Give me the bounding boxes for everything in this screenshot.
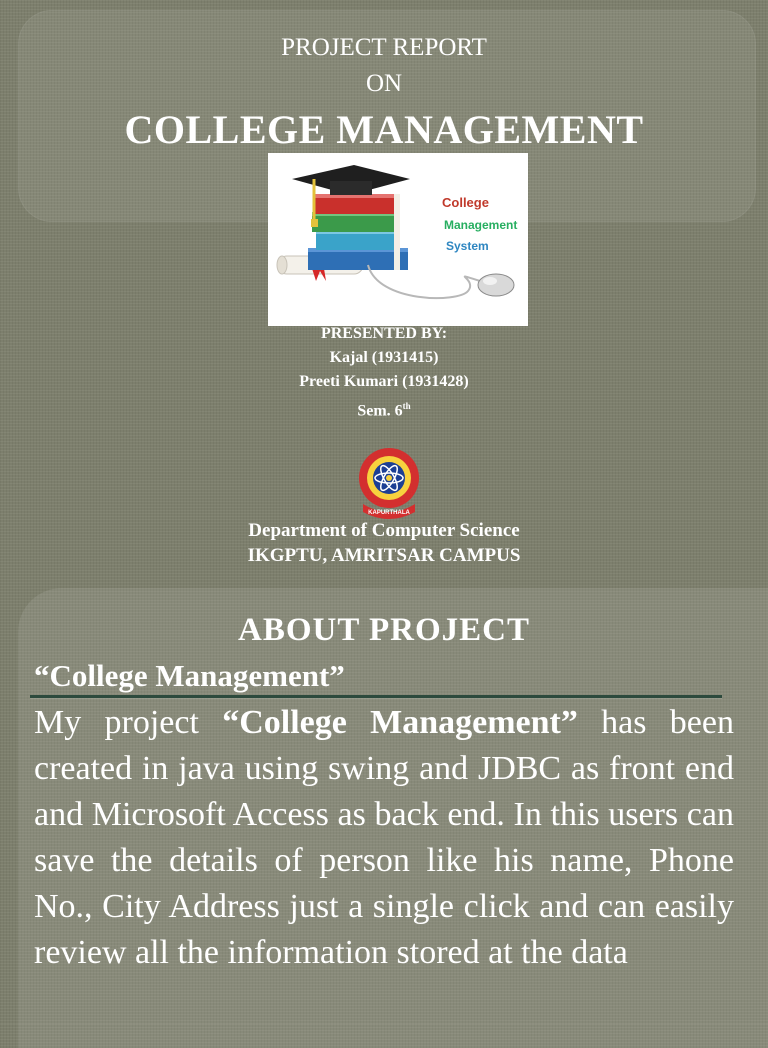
logo-line-management: Management	[444, 218, 518, 232]
divider	[30, 695, 722, 698]
page-title: COLLEGE MANAGEMENT	[124, 107, 644, 152]
logo-line-college: College	[442, 195, 489, 210]
presented-by-heading: PRESENTED BY:	[320, 325, 448, 342]
books-icon	[308, 194, 408, 270]
on-label: ON	[365, 70, 403, 97]
campus-name: IKGPTU, AMRITSAR CAMPUS	[247, 545, 521, 566]
project-subheading: “College Management”	[34, 658, 345, 693]
semester-label: Sem. 6th	[357, 401, 411, 420]
logo-line-system: System	[446, 239, 489, 253]
department-block	[0, 518, 768, 568]
presenters-block	[0, 322, 768, 423]
emblem-text: KAPURTHALA	[368, 510, 410, 516]
presenter-kajal: Kajal (1931415)	[329, 349, 439, 366]
report-label: PROJECT REPORT	[281, 34, 487, 61]
about-paragraph: My project “College Management” has been created in java using swing and JDBC as front end and Microsoft Access as back end. In this users can save the details of person like his name, Phone No., City Address just a single click and can easily review all the information stored at the data	[34, 704, 734, 971]
presenter-preeti: Preeti Kumari (1931428)	[299, 373, 469, 390]
university-emblem-icon	[357, 446, 421, 520]
about-heading: ABOUT PROJECT	[237, 612, 531, 648]
department-name: Department of Computer Science	[248, 520, 520, 541]
college-management-illustration	[268, 153, 528, 326]
